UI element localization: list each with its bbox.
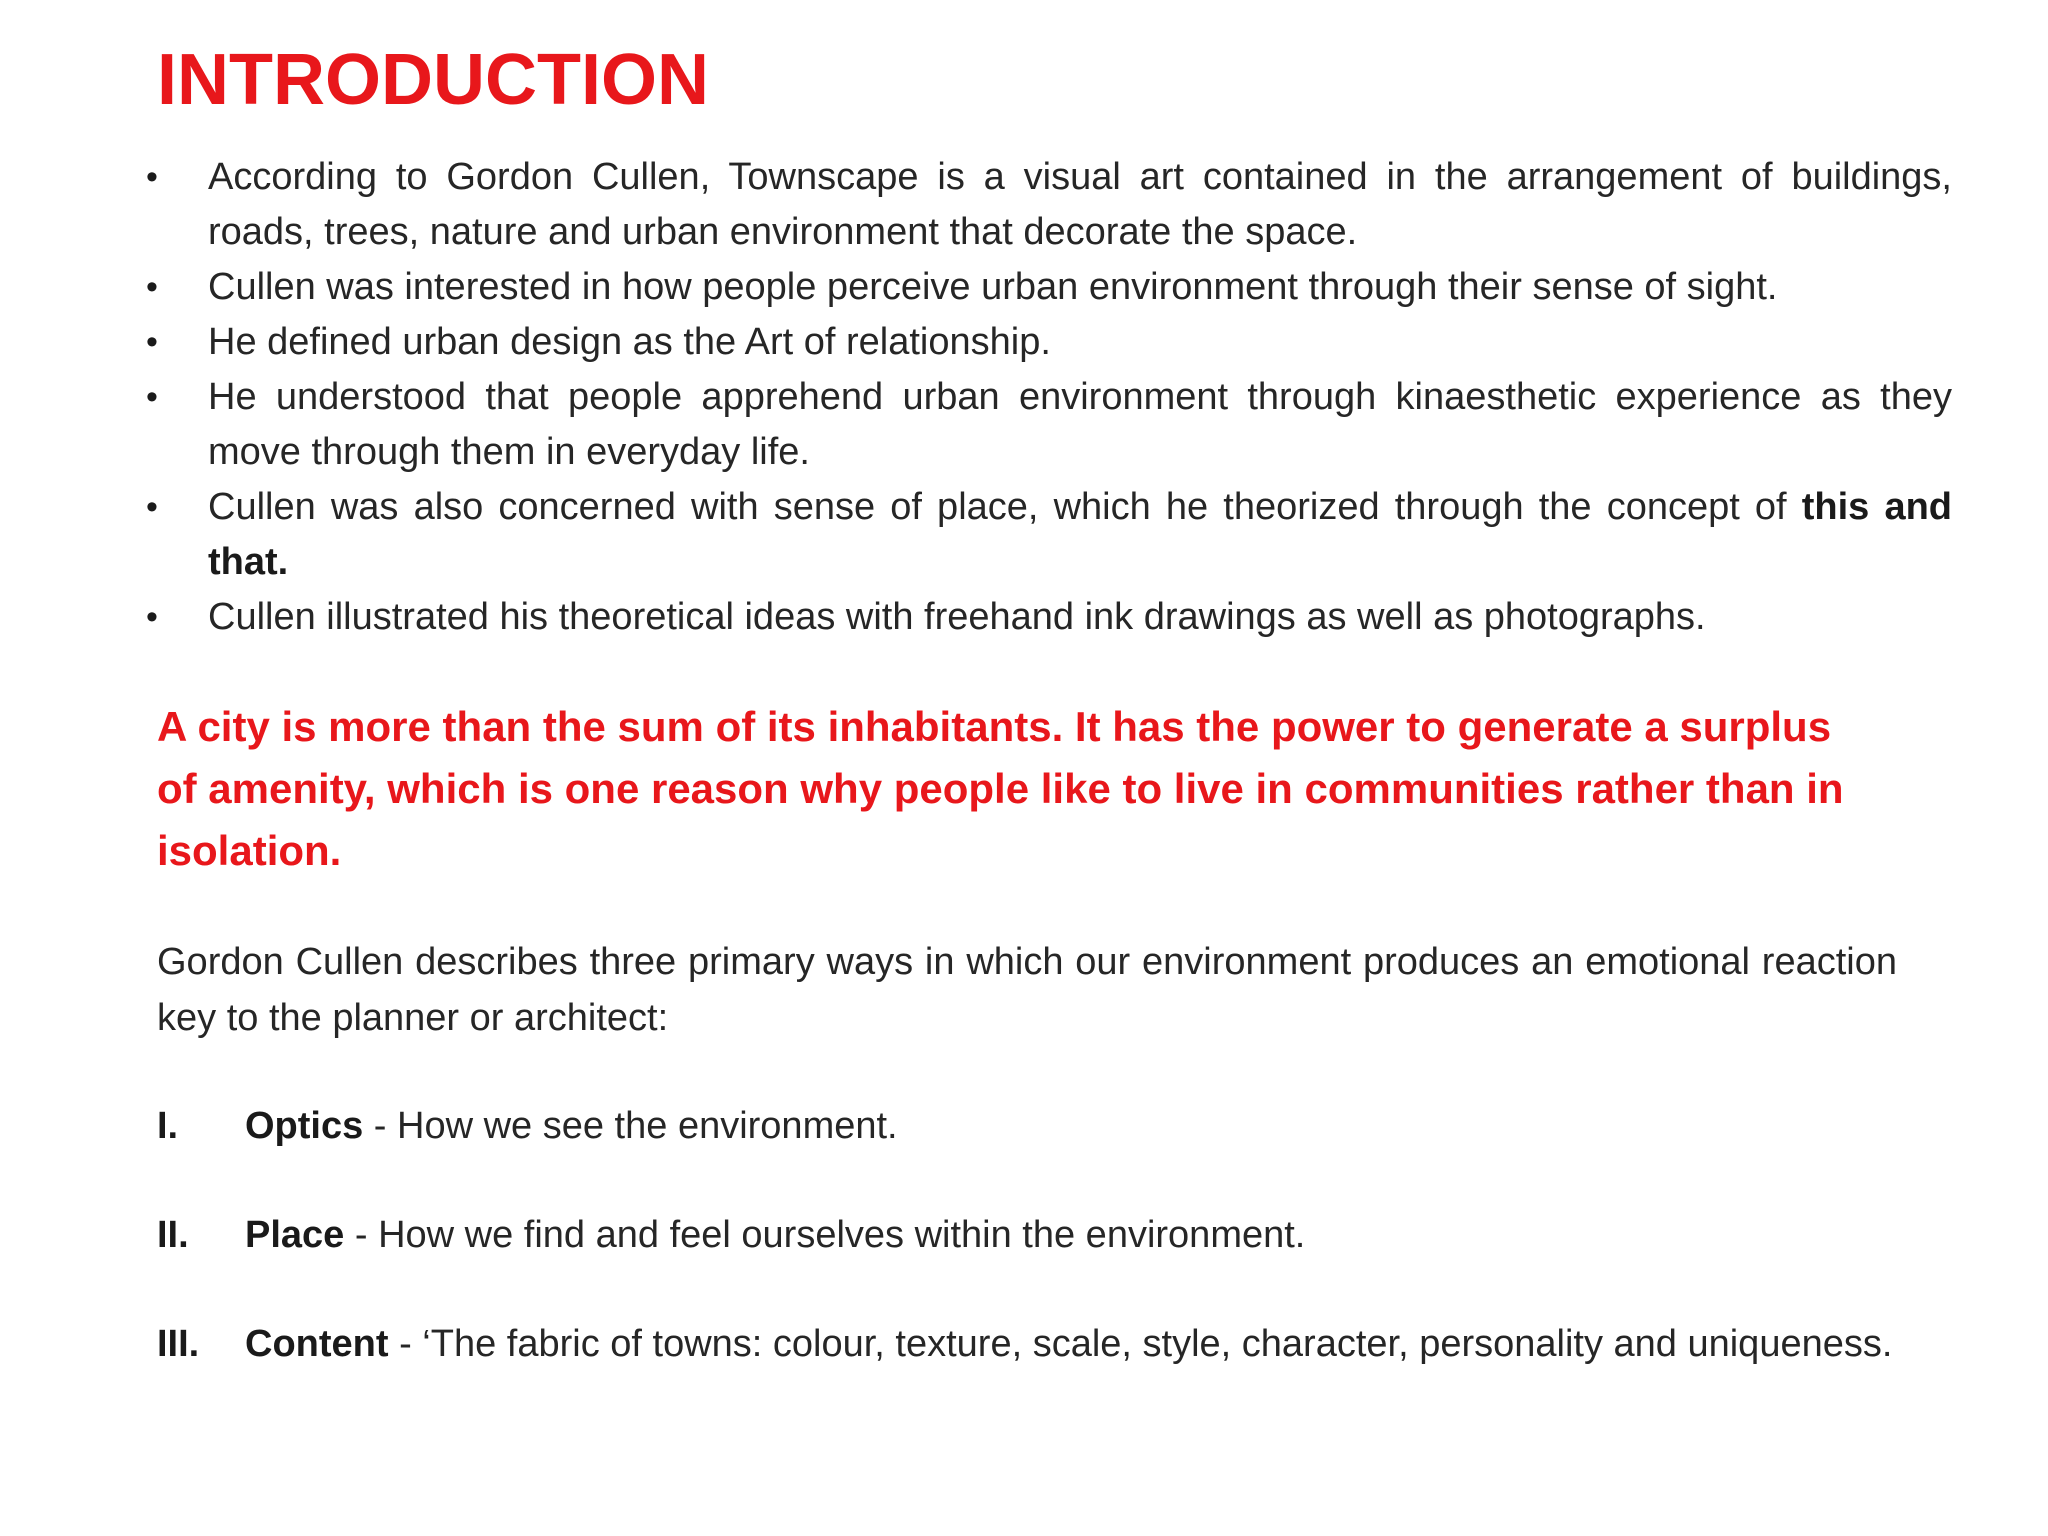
way-description: - How we see the environment. (363, 1105, 898, 1147)
bullet-item (142, 315, 1952, 370)
way-item-place (157, 1207, 1897, 1263)
bullet-item (142, 370, 1952, 480)
way-description: - ‘The fabric of towns: colour, texture, scale, style, character, personality and uniqueness. (388, 1323, 1893, 1365)
ways-list (157, 1098, 1897, 1425)
bullet-item (142, 150, 1952, 260)
bullet-item (142, 260, 1952, 315)
way-term: Content (245, 1323, 389, 1365)
bullet-icon: • (146, 323, 158, 361)
bullet-icon: • (146, 378, 158, 416)
bullet-icon: • (146, 598, 158, 636)
way-term: Optics (245, 1105, 364, 1147)
bullet-text: Cullen was interested in how people perceive urban environment through their sense of sight. (208, 266, 1778, 308)
bullet-icon: • (146, 158, 158, 196)
slide-title: INTRODUCTION (157, 40, 709, 120)
intro-paragraph: Gordon Cullen describes three primary ways in which our environment produces an emotional reaction key to the planner or architect: (157, 941, 1897, 1039)
bullet-text: Cullen illustrated his theoretical ideas with freehand ink drawings as well as photographs. (208, 596, 1706, 638)
bullet-text: According to Gordon Cullen, Townscape is a visual art contained in the arrangement of buildings, roads, trees, nature and urban environment that decorate the space. (208, 156, 1952, 253)
way-item-content (157, 1316, 1897, 1372)
way-numeral: II. (157, 1214, 189, 1256)
way-numeral: I. (157, 1105, 179, 1147)
bullet-icon: • (146, 488, 158, 526)
bullet-list (142, 150, 1952, 645)
bullet-text: Cullen was also concerned with sense of place, which he theorized through the concept of (208, 486, 1802, 528)
highlight-quote: A city is more than the sum of its inhabitants. It has the power to generate a surplus of amenity, which is one reason why people like to live in communities rather than in isolation. (157, 703, 1844, 874)
bullet-item (142, 590, 1952, 645)
way-description: - How we find and feel ourselves within the environment. (344, 1214, 1306, 1256)
bullet-text: He defined urban design as the Art of relationship. (208, 321, 1051, 363)
way-numeral: III. (157, 1323, 200, 1365)
bullet-item (142, 480, 1952, 590)
bullet-bold-text: this and that. (208, 486, 1952, 583)
way-item-optics (157, 1098, 1897, 1154)
bullet-icon: • (146, 268, 158, 306)
way-term: Place (245, 1214, 345, 1256)
bullet-text: He understood that people apprehend urban environment through kinaesthetic experience as they move through them in everyday life. (208, 376, 1952, 473)
